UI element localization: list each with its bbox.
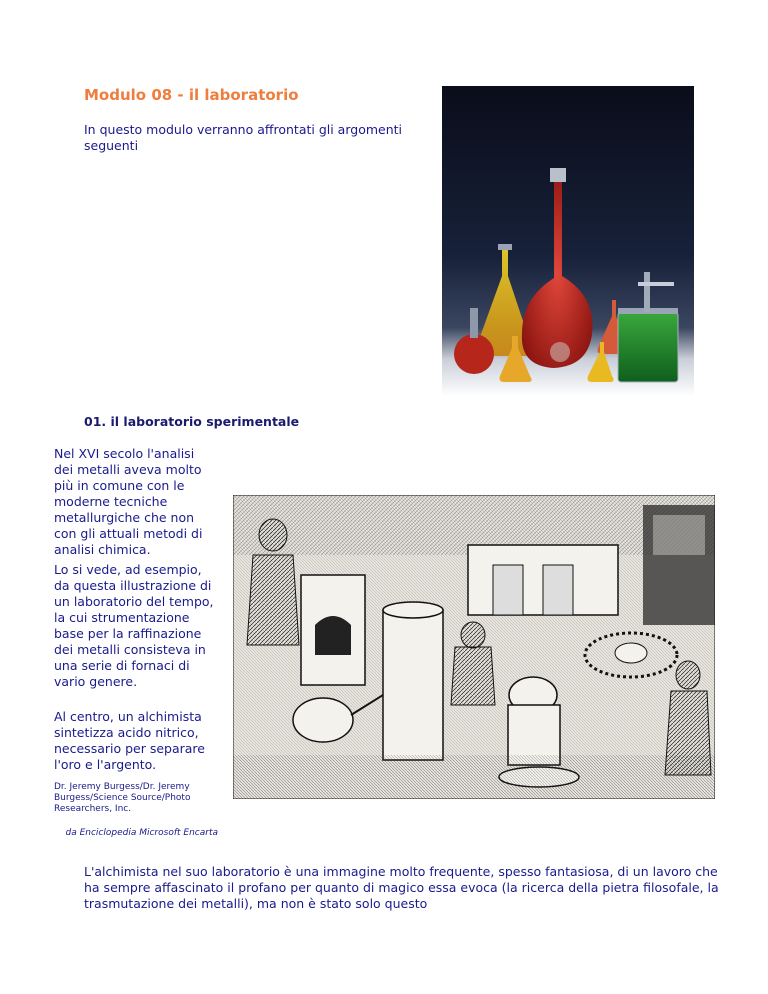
image-credit: Dr. Jeremy Burgess/Dr. Jeremy Burgess/Science Source/Photo Researchers, Inc.: [54, 782, 191, 814]
intro-text: In questo modulo verranno affrontati gli argomenti seguenti: [84, 122, 403, 153]
body-paragraph: L'alchimista nel suo laboratorio è una immagine molto frequente, spesso fantasiosa, di un lavoro che ha sempre affascinato il profano per quanto di magico essa evoca (la ricerca della pietra filosofale, la trasmutazione dei metalli), ma non è stato solo questo: [84, 864, 719, 911]
paragraph: Lo si vede, ad esempio, da questa illustrazione di un laboratorio del tempo, la cui strumentazione base per la raffinazione dei metalli consisteva in una serie di fornaci di vario genere.: [54, 562, 214, 689]
paragraph: Nel XVI secolo l'analisi dei metalli aveva molto più in comune con le moderne tecniche metallurgiche che non con gli attuali metodi di analisi chimica.: [54, 446, 203, 557]
laboratory-glassware-photo: [442, 86, 694, 396]
source-caption: da Enciclopedia Microsoft Encarta: [65, 828, 218, 838]
page-title: Modulo 08 - il laboratorio: [84, 86, 299, 104]
alchemist-laboratory-woodcut: [233, 495, 715, 799]
section-title: 01. il laboratorio sperimentale: [84, 414, 300, 429]
paragraph: Al centro, un alchimista sintetizza acido nitrico, necessario per separare l'oro e l'argento.: [54, 709, 205, 772]
